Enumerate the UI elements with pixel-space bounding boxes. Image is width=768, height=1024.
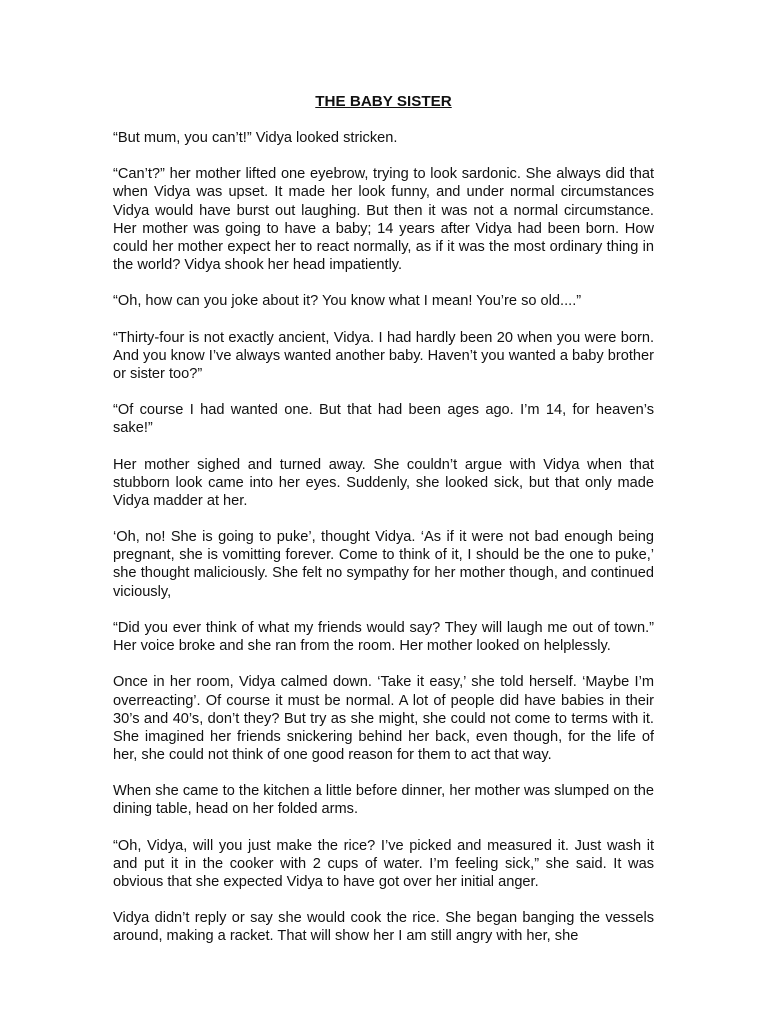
- paragraph-8: “Did you ever think of what my friends would say? They will laugh me out of town.” Her voice broke and she ran from the room. Her mother looked on helplessly.: [113, 619, 654, 655]
- paragraph-6: Her mother sighed and turned away. She couldn’t argue with Vidya when that stubborn look came into her eyes. Suddenly, she looked sick, but that only made Vidya madder at her.: [113, 456, 654, 509]
- paragraph-7: ‘Oh, no! She is going to puke’, thought Vidya. ‘As if it were not bad enough being pregnant, she is vomitting forever. Come to think of it, I should be the one to puke,’ she thought maliciously. She felt no sympathy for her mother though, and continued viciously,: [113, 529, 654, 600]
- document-title: THE BABY SISTER: [315, 93, 452, 110]
- document-page: [113, 92, 654, 1024]
- paragraph-10: When she came to the kitchen a little before dinner, her mother was slumped on the dining table, head on her folded arms.: [113, 783, 654, 818]
- paragraph-11: “Oh, Vidya, will you just make the rice? I’ve picked and measured it. Just wash it and put it in the cooker with 2 cups of water. I’m feeling sick,” she said. It was obvious that she expected Vidya to have got over her initial anger.: [113, 837, 654, 890]
- paragraph-5: “Of course I had wanted one. But that had been ages ago. I’m 14, for heaven’s sake!”: [113, 402, 654, 437]
- paragraph-3: “Oh, how can you joke about it? You know what I mean! You’re so old....”: [113, 293, 582, 310]
- paragraph-2: “Can’t?” her mother lifted one eyebrow, trying to look sardonic. She always did that when Vidya was upset. It made her look funny, and under normal circumstances Vidya would have burst out laughing. But then it was not a normal circumstance. Her mother was going to have a baby; 14 years after Vidya had been born. How could her mother expect her to react normally, as if it was the most ordinary thing in the world? Vidya shook her head impatiently.: [113, 166, 654, 273]
- paragraph-12: Vidya didn’t reply or say she would cook the rice. She began banging the vessels around, making a racket. That will show her I am still angry with her, she: [113, 910, 654, 945]
- paragraph-1: “But mum, you can’t!” Vidya looked stricken.: [113, 130, 398, 146]
- paragraph-9: Once in her room, Vidya calmed down. ‘Take it easy,’ she told herself. ‘Maybe I’m overreacting’. Of course it must be normal. A lot of people did have babies in their 30’s and 40’s, don’t they? But try as she might, she could not come to terms with it. She imagined her friends snickering behind her back, even though, for the life of her, she could not think of one good reason for them to act that way.: [113, 674, 654, 763]
- paragraph-4: “Thirty-four is not exactly ancient, Vidya. I had hardly been 20 when you were born. And you know I’ve always wanted another baby. Haven’t you wanted a baby brother or sister too?”: [113, 329, 654, 382]
